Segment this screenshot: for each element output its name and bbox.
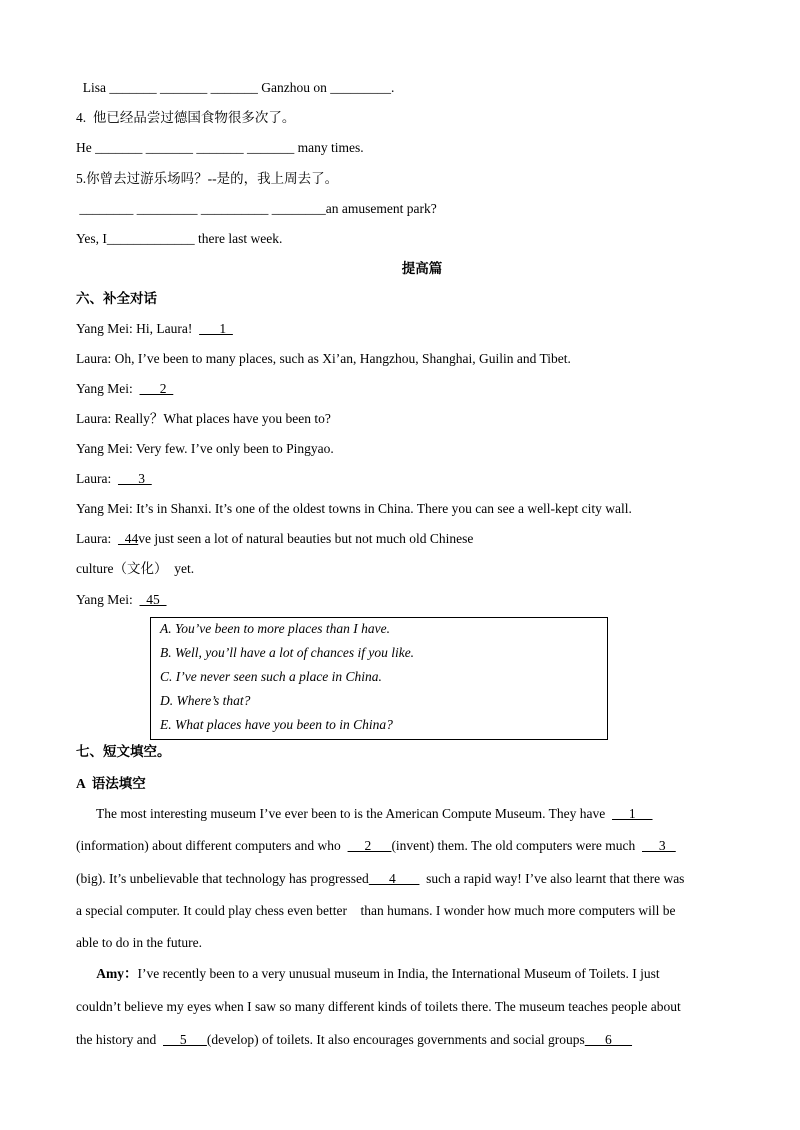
blank-p4: 4 xyxy=(368,871,420,886)
section-title: 提高篇 xyxy=(401,261,443,276)
para2-line-1: Amy：I’ve recently been to a very unusual museum in India, the International Museum of Toilets. I just xyxy=(96,966,660,981)
blank-p6: 6 xyxy=(584,1032,633,1047)
blank-p3: 3 xyxy=(642,838,676,853)
para1-line-2: (information) about different computers and who 2 (invent) them. The old computers were much 3 xyxy=(76,838,676,853)
section7-heading: 七、短文填空。 xyxy=(76,744,171,759)
para1-line-1: The most interesting museum I’ve ever been to is the American Compute Museum. They have 1 xyxy=(76,806,653,821)
blank-p1: 1 xyxy=(612,806,653,821)
exercise-line-4-chinese: 4. 他已经品尝过德国食物很多次了。 xyxy=(76,110,296,125)
blank-3: 3 xyxy=(117,471,152,486)
exercise-line-5-chinese: 5.你曾去过游乐场吗？--是的，我上周去了。 xyxy=(76,171,339,186)
para2-line-2: couldn’t believe my eyes when I saw so many different kinds of toilets there. The museum teaches people about xyxy=(76,999,681,1014)
para2-line-3: the history and 5 (develop) of toilets. It also encourages governments and social groups 6 xyxy=(76,1032,633,1047)
section6-heading: 六、补全对话 xyxy=(76,291,157,306)
dialogue-line-2: Laura: Oh, I’ve been to many places, such as Xi’an, Hangzhou, Shanghai, Guilin and Tibet. xyxy=(76,351,571,366)
option-b: B. Well, you’ll have a lot of chances if you like. xyxy=(160,645,415,660)
option-c: C. I’ve never seen such a place in China. xyxy=(160,669,382,684)
para1-line-5: able to do in the future. xyxy=(76,935,202,950)
blank-4: 44 xyxy=(117,531,139,546)
options-box xyxy=(150,617,608,740)
exercise-line-3: Lisa _______ _______ _______ Ganzhou on _________. xyxy=(76,80,395,95)
exercise-line-5-english: ________ _________ __________ ________an amusement park? xyxy=(76,201,437,216)
option-d: D. Where’s that? xyxy=(160,693,251,708)
dialogue-line-1: Yang Mei: Hi, Laura! 1 xyxy=(76,321,233,336)
section7-subheading: A 语法填空 xyxy=(76,776,146,791)
dialogue-line-6: Laura: 3 xyxy=(76,471,152,486)
option-e: E. What places have you been to in China? xyxy=(160,717,393,732)
dialogue-line-5: Yang Mei: Very few. I’ve only been to Pingyao. xyxy=(76,441,334,456)
para1-line-4: a special computer. It could play chess even better than humans. I wonder how much more computers will be xyxy=(76,903,676,918)
exercise-line-5-answer: Yes, I_____________ there last week. xyxy=(76,231,283,246)
dialogue-line-8: Laura: 44ve just seen a lot of natural beauties but not much old Chinese xyxy=(76,531,474,546)
blank-2: 2 xyxy=(139,381,174,396)
dialogue-line-7: Yang Mei: It’s in Shanxi. It’s one of the oldest towns in China. There you can see a well-kept city wall. xyxy=(76,501,632,516)
speaker-amy: Amy： xyxy=(96,966,138,981)
blank-1: 1 xyxy=(199,321,233,336)
dialogue-line-4: Laura: Really？What places have you been to? xyxy=(76,411,331,426)
dialogue-line-3: Yang Mei: 2 xyxy=(76,381,174,396)
exercise-line-4-english: He _______ _______ _______ _______ many times. xyxy=(76,140,364,155)
blank-p2: 2 xyxy=(347,838,392,853)
option-a: A. You’ve been to more places than I have. xyxy=(160,621,390,636)
dialogue-line-9: culture（文化） yet. xyxy=(76,561,195,576)
para1-line-3: (big). It’s unbelievable that technology has progressed 4 such a rapid way! I’ve also learnt that there was xyxy=(76,871,685,886)
dialogue-line-10: Yang Mei: 45 xyxy=(76,592,167,607)
blank-p5: 5 xyxy=(163,1032,207,1047)
blank-5: 45 xyxy=(139,592,167,607)
